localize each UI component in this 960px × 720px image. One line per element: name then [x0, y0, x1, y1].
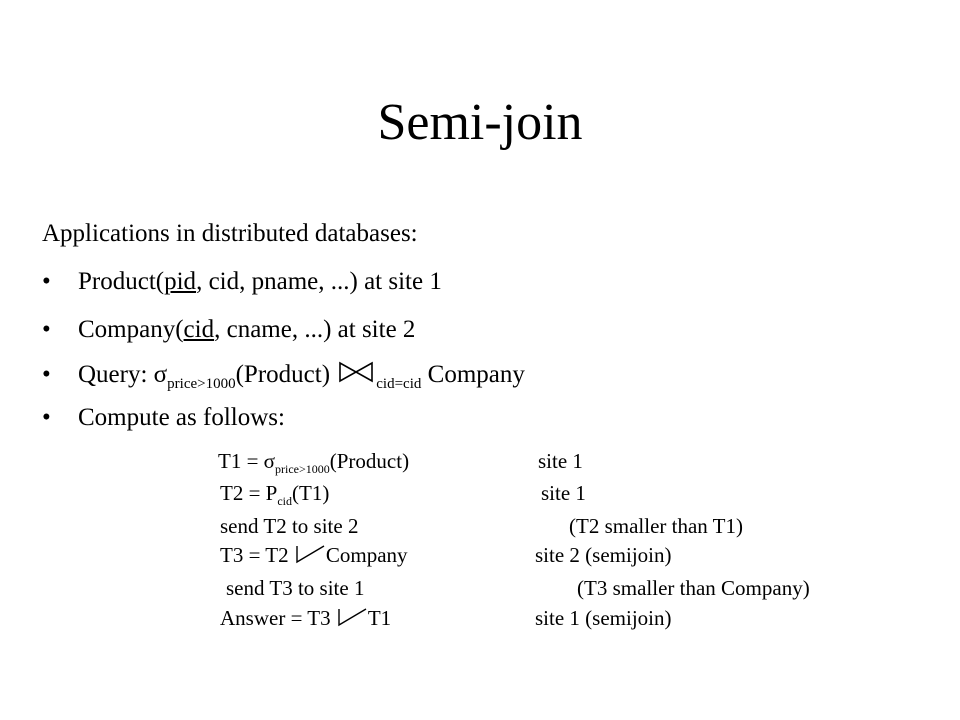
semijoin-icon — [294, 543, 326, 571]
t2-projection: cid — [277, 494, 293, 508]
company-suffix: , cname, ...) at site 2 — [214, 316, 416, 343]
t3-suffix: Company — [325, 543, 408, 567]
semijoin-icon — [336, 606, 368, 634]
bullet-icon: • — [42, 361, 51, 388]
query-relation: (Product) — [235, 361, 337, 388]
bullet-icon: • — [42, 268, 51, 295]
intro-text: Applications in distributed databases: — [42, 220, 418, 247]
step-t3 — [220, 543, 408, 571]
step-answer — [220, 606, 391, 634]
product-prefix: Product( — [78, 268, 165, 295]
t1-suffix: (Product) — [329, 449, 410, 473]
t3-site: site 2 (semijoin) — [535, 543, 672, 567]
answer-site: site 1 (semijoin) — [535, 606, 672, 630]
join-condition: cid=cid — [376, 376, 422, 392]
send-t2-step: send T2 to site 2 — [220, 514, 359, 538]
t1-prefix: T1 = — [218, 449, 264, 473]
company-key: cid — [183, 316, 215, 343]
step-t2 — [220, 481, 329, 506]
selection-condition: price>1000 — [167, 376, 236, 392]
slide-title: Semi-join — [377, 94, 583, 151]
t2-prefix: T2 = P — [220, 481, 278, 505]
query-label: Query: — [78, 361, 154, 388]
answer-suffix: T1 — [367, 606, 392, 630]
t2-site: site 1 — [541, 481, 586, 505]
bullet-icon: • — [42, 316, 51, 343]
company-prefix: Company( — [78, 316, 184, 343]
product-suffix: , cid, pname, ...) at site 1 — [196, 268, 442, 295]
product-key: pid — [164, 268, 197, 295]
compute-text: Compute as follows: — [78, 404, 285, 431]
step-t1 — [218, 449, 409, 474]
t1-site: site 1 — [538, 449, 583, 473]
t2-suffix: (T1) — [292, 481, 330, 505]
send-t3-note: (T3 smaller than Company) — [577, 576, 810, 600]
bullet-icon: • — [42, 404, 51, 431]
t3-prefix: T3 = T2 — [220, 543, 294, 567]
answer-prefix: Answer = T3 — [220, 606, 336, 630]
sigma-symbol: σ — [153, 361, 168, 388]
sigma-symbol: σ — [263, 449, 275, 473]
send-t2-note: (T2 smaller than T1) — [569, 514, 743, 538]
query-rest: Company — [421, 361, 525, 388]
t1-condition: price>1000 — [275, 462, 330, 476]
send-t3-step: send T3 to site 1 — [226, 576, 365, 600]
